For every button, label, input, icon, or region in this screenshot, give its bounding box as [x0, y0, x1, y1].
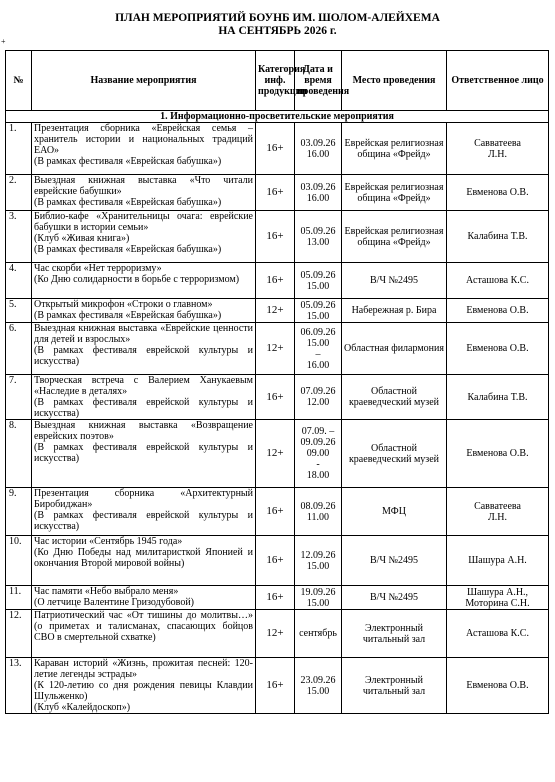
event-name	[32, 323, 256, 375]
event-name-line: (В рамках фестиваля еврейской культуры и искусства)	[34, 442, 253, 464]
event-date-line: 16.00	[306, 359, 330, 371]
col-header-category: Категория инф. продукции	[256, 51, 295, 111]
row-number: 5.	[6, 299, 32, 323]
responsible-person	[447, 586, 549, 610]
event-name	[32, 536, 256, 586]
event-name-line: (Клуб «Живая книга»)	[34, 233, 130, 244]
event-place: Электронный читальный зал	[342, 658, 447, 714]
event-date	[295, 658, 342, 714]
event-date-line: 09.00	[306, 448, 330, 459]
row-number: 13.	[6, 658, 32, 714]
event-name-line: Презентация сборника «Архитектурный Биробиджан»	[34, 488, 253, 510]
age-category: 16+	[256, 375, 295, 420]
event-date-line: 12.09.26	[300, 549, 336, 561]
table-row	[6, 211, 549, 263]
table-row	[6, 375, 549, 420]
event-name-line: Патриотический час «От тишины до молитвы…» (о приметах и талисманах, спасающих бойцов СВО в смертельной схватке)	[34, 610, 253, 643]
event-date-line: 15.00	[306, 560, 330, 572]
row-number: 4.	[6, 263, 32, 299]
event-name	[32, 263, 256, 299]
responsible-person	[447, 536, 549, 586]
event-name-line: Выездная книжная выставка «Еврейские ценности для детей и взрослых»	[34, 323, 253, 345]
event-name	[32, 610, 256, 658]
table-row	[6, 263, 549, 299]
event-date-line: 07.09.26	[300, 386, 336, 397]
event-date-line: сентябрь	[299, 628, 337, 639]
event-name	[32, 586, 256, 610]
event-date-line: 16.00	[306, 192, 330, 204]
event-date-line: 03.09.26	[300, 181, 336, 193]
event-date	[295, 263, 342, 299]
event-date-line: 19.09.26	[300, 586, 336, 598]
table-row	[6, 536, 549, 586]
table-row	[6, 658, 549, 714]
event-name	[32, 123, 256, 175]
event-date-line: 09.09.26	[300, 437, 336, 448]
event-date-line: 16.00	[306, 148, 330, 160]
event-place: Электронный читальный зал	[342, 610, 447, 658]
responsible-person-line: Л.Н.	[487, 148, 507, 160]
responsible-person-line: Евменова О.В.	[466, 305, 529, 316]
event-name-line: Презентация сборника «Еврейская семья – хранитель истории и национальных традиций ЕАО»	[34, 123, 253, 156]
plan-subtitle: НА СЕНТЯБРЬ 2026 г.	[218, 25, 337, 37]
responsible-person	[447, 488, 549, 536]
row-number: 2.	[6, 175, 32, 211]
responsible-person	[447, 263, 549, 299]
table-row	[6, 323, 549, 375]
row-number: 1.	[6, 123, 32, 175]
responsible-person	[447, 375, 549, 420]
age-category: 12+	[256, 420, 295, 488]
table-row	[6, 420, 549, 488]
responsible-person-line: Моторина С.Н.	[465, 597, 530, 609]
event-date	[295, 536, 342, 586]
event-date-line: 13.00	[306, 236, 330, 248]
col-header-place: Место проведения	[342, 51, 447, 111]
plan-title: ПЛАН МЕРОПРИЯТИЙ БОУНБ ИМ. ШОЛОМ-АЛЕЙХЕМА	[115, 12, 440, 24]
table-row	[6, 610, 549, 658]
col-header-date: Дата и время проведения	[295, 51, 342, 111]
event-date-line: -	[316, 459, 320, 470]
event-place: Областная филармония	[342, 323, 447, 375]
event-date-line: 03.09.26	[300, 137, 336, 149]
responsible-person	[447, 658, 549, 714]
event-name-line: Час скорби «Нет терроризму»	[34, 263, 162, 274]
events-table	[5, 50, 549, 714]
row-number: 9.	[6, 488, 32, 536]
row-number: 6.	[6, 323, 32, 375]
responsible-person	[447, 299, 549, 323]
event-place: Еврейская религиозная община «Фрейд»	[342, 123, 447, 175]
col-header-name: Название мероприятия	[32, 51, 256, 111]
age-category: 16+	[256, 586, 295, 610]
responsible-person	[447, 211, 549, 263]
event-date	[295, 420, 342, 488]
event-date-line: 15.00	[306, 597, 330, 609]
event-date	[295, 586, 342, 610]
event-date	[295, 610, 342, 658]
event-name-line: Творческая встреча с Валерием Ханукаевым «Наследие в деталях»	[34, 375, 253, 397]
event-name-line: (Ко Дню солидарности в борьбе с терроризмом)	[34, 274, 240, 285]
event-name-line: (В рамках фестиваля еврейской культуры и искусства)	[34, 397, 253, 419]
age-category: 16+	[256, 211, 295, 263]
responsible-person	[447, 610, 549, 658]
event-name-line: (В рамках фестиваля «Еврейская бабушка»)	[34, 244, 222, 255]
row-number: 8.	[6, 420, 32, 488]
responsible-person-line: Асташова К.С.	[466, 628, 529, 639]
event-date	[295, 375, 342, 420]
event-date-line: 08.09.26	[300, 500, 336, 512]
event-name-line: Выездная книжная выставка «Возвращение еврейских поэтов»	[34, 420, 253, 442]
event-name-line: Час истории «Сентябрь 1945 года»	[34, 536, 183, 547]
responsible-person	[447, 123, 549, 175]
col-header-num: №	[6, 51, 32, 111]
event-date	[295, 299, 342, 323]
event-name	[32, 420, 256, 488]
event-name-line: Час памяти «Небо выбрало меня»	[34, 586, 179, 597]
event-name	[32, 375, 256, 420]
event-name-line: Библио-кафе «Хранительницы очага: еврейские бабушки в истории семьи»	[34, 211, 253, 233]
event-name-line: Караван историй «Жизнь, прожитая песней: 120-летие легенды эстрады»	[34, 658, 253, 680]
event-name-line: Выездная книжная выставка «Что читали еврейские бабушки»	[34, 175, 253, 197]
event-place: В/Ч №2495	[342, 536, 447, 586]
event-date-line: 05.09.26	[300, 269, 336, 281]
responsible-person-line: Калабина Т.В.	[467, 391, 528, 403]
event-name-line: (В рамках фестиваля еврейской культуры и искусства)	[34, 510, 253, 532]
age-category: 16+	[256, 658, 295, 714]
age-category: 16+	[256, 488, 295, 536]
event-date-line: –	[315, 348, 321, 360]
event-place: Областной краеведческий музей	[342, 420, 447, 488]
table-row	[6, 299, 549, 323]
responsible-person-line: Шашура А.Н.	[468, 555, 527, 566]
responsible-person-line: Савватеева	[474, 500, 521, 512]
row-number: 11.	[6, 586, 32, 610]
age-category: 16+	[256, 175, 295, 211]
event-name-line: (В рамках фестиваля еврейской культуры и искусства)	[34, 345, 253, 367]
table-row	[6, 123, 549, 175]
responsible-person-line: Евменова О.В.	[466, 343, 529, 354]
row-number: 10.	[6, 536, 32, 586]
event-name	[32, 299, 256, 323]
age-category: 12+	[256, 323, 295, 375]
event-place: В/Ч №2495	[342, 586, 447, 610]
event-place: Областной краеведческий музей	[342, 375, 447, 420]
event-date	[295, 123, 342, 175]
event-date-line: 05.09.26	[300, 299, 336, 311]
event-date-line: 15.00	[306, 337, 330, 349]
responsible-person	[447, 420, 549, 488]
age-category: 16+	[256, 536, 295, 586]
age-category: 12+	[256, 610, 295, 658]
event-date-line: 23.09.26	[300, 674, 336, 686]
event-date	[295, 323, 342, 375]
table-row	[6, 175, 549, 211]
responsible-person	[447, 175, 549, 211]
row-number: 3.	[6, 211, 32, 263]
event-date	[295, 211, 342, 263]
event-date-line: 07.09. –	[301, 426, 335, 437]
section-heading: 1. Информационно-просветительские мероприятия	[6, 111, 549, 123]
event-date-line: 05.09.26	[300, 225, 336, 237]
event-place: МФЦ	[342, 488, 447, 536]
event-name-line: (В рамках фестиваля «Еврейская бабушка»)	[34, 197, 222, 208]
age-category: 16+	[256, 263, 295, 299]
event-name-line: (В рамках фестиваля «Еврейская бабушка»)	[34, 156, 222, 167]
responsible-person-line: Евменова О.В.	[466, 187, 529, 198]
event-name-line: Открытый микрофон «Строки о главном»	[34, 299, 213, 310]
responsible-person	[447, 323, 549, 375]
event-place: Еврейская религиозная община «Фрейд»	[342, 175, 447, 211]
event-date-line: 15.00	[306, 310, 330, 322]
event-date-line: 18.00	[306, 470, 330, 481]
event-name-line: (В рамках фестиваля «Еврейская бабушка»)	[34, 310, 222, 321]
event-date-line: 11.00	[306, 511, 330, 523]
event-name	[32, 211, 256, 263]
event-name-line: (Клуб «Калейдоскоп»)	[34, 702, 131, 713]
responsible-person-line: Евменова О.В.	[466, 680, 529, 691]
responsible-person-line: Л.Н.	[487, 511, 507, 523]
event-name	[32, 175, 256, 211]
event-date	[295, 175, 342, 211]
col-header-responsible: Ответственное лицо	[447, 51, 549, 111]
age-category: 12+	[256, 299, 295, 323]
row-number: 7.	[6, 375, 32, 420]
event-place: Еврейская религиозная община «Фрейд»	[342, 211, 447, 263]
responsible-person-line: Калабина Т.В.	[467, 231, 528, 242]
age-category: 16+	[256, 123, 295, 175]
table-row	[6, 488, 549, 536]
responsible-person-line: Савватеева	[474, 137, 521, 149]
table-anchor-icon[interactable]: +	[1, 37, 6, 46]
event-date	[295, 488, 342, 536]
event-name-line: (Ко Дню Победы над милитаристкой Японией и окончания Второй мировой войны)	[34, 547, 253, 569]
responsible-person-line: Евменова О.В.	[466, 448, 529, 459]
responsible-person-line: Асташова К.С.	[466, 275, 529, 286]
event-name	[32, 658, 256, 714]
row-number: 12.	[6, 610, 32, 658]
table-row	[6, 586, 549, 610]
event-date-line: 12.00	[306, 397, 330, 408]
event-place: В/Ч №2495	[342, 263, 447, 299]
event-date-line: 06.09.26	[300, 326, 336, 338]
responsible-person-line: Шашура А.Н.,	[466, 586, 529, 598]
event-name-line: (О летчице Валентине Гризодубовой)	[34, 597, 194, 608]
event-place: Набережная р. Бира	[342, 299, 447, 323]
event-name	[32, 488, 256, 536]
event-date-line: 15.00	[306, 280, 330, 292]
event-date-line: 15.00	[306, 685, 330, 697]
event-name-line: (К 120-летию со дня рождения певицы Клавдии Шульженко)	[34, 680, 253, 702]
